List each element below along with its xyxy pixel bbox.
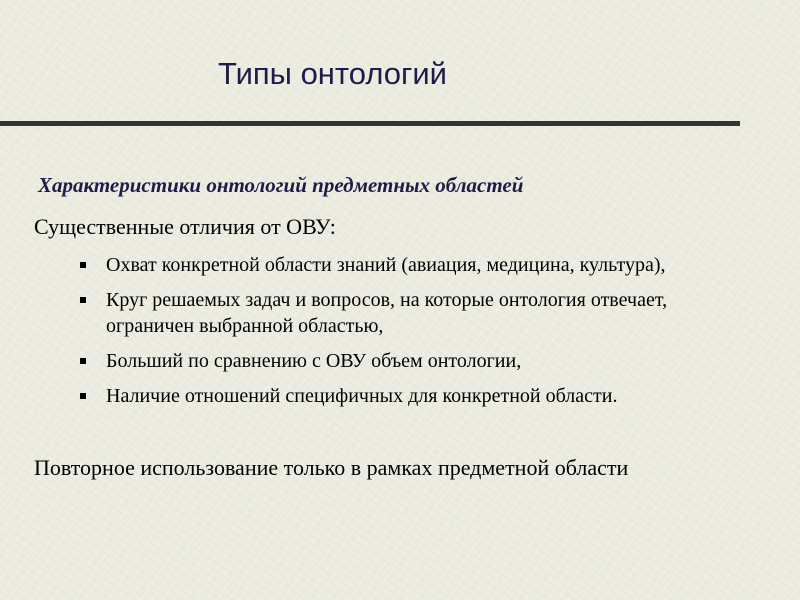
bullet-text: Больший по сравнению с ОВУ объем онтологии, [106, 350, 522, 372]
slide-subtitle: Характеристики онтологий предметных областей [38, 173, 524, 197]
slide-title: Типы онтологий [218, 56, 447, 91]
intro-text: Существенные отличия от ОВУ: [34, 214, 336, 239]
bullet-item [78, 287, 758, 339]
bullet-text: Наличие отношений специфичных для конкретной области. [106, 385, 618, 407]
bullet-item [78, 383, 758, 409]
bullet-item [78, 348, 758, 374]
bullet-list [78, 252, 758, 418]
square-bullet-icon [80, 297, 86, 303]
square-bullet-icon [80, 262, 86, 268]
square-bullet-icon [80, 358, 86, 364]
outro-text: Повторное использование только в рамках предметной области [34, 455, 629, 480]
bullet-text: Охват конкретной области знаний (авиация, медицина, культура), [106, 254, 666, 276]
bullet-item [78, 252, 758, 278]
bullet-text: Круг решаемых задач и вопросов, на которые онтология отвечает, ограничен выбранной областью, [106, 289, 668, 337]
title-divider [0, 121, 740, 126]
square-bullet-icon [80, 393, 86, 399]
